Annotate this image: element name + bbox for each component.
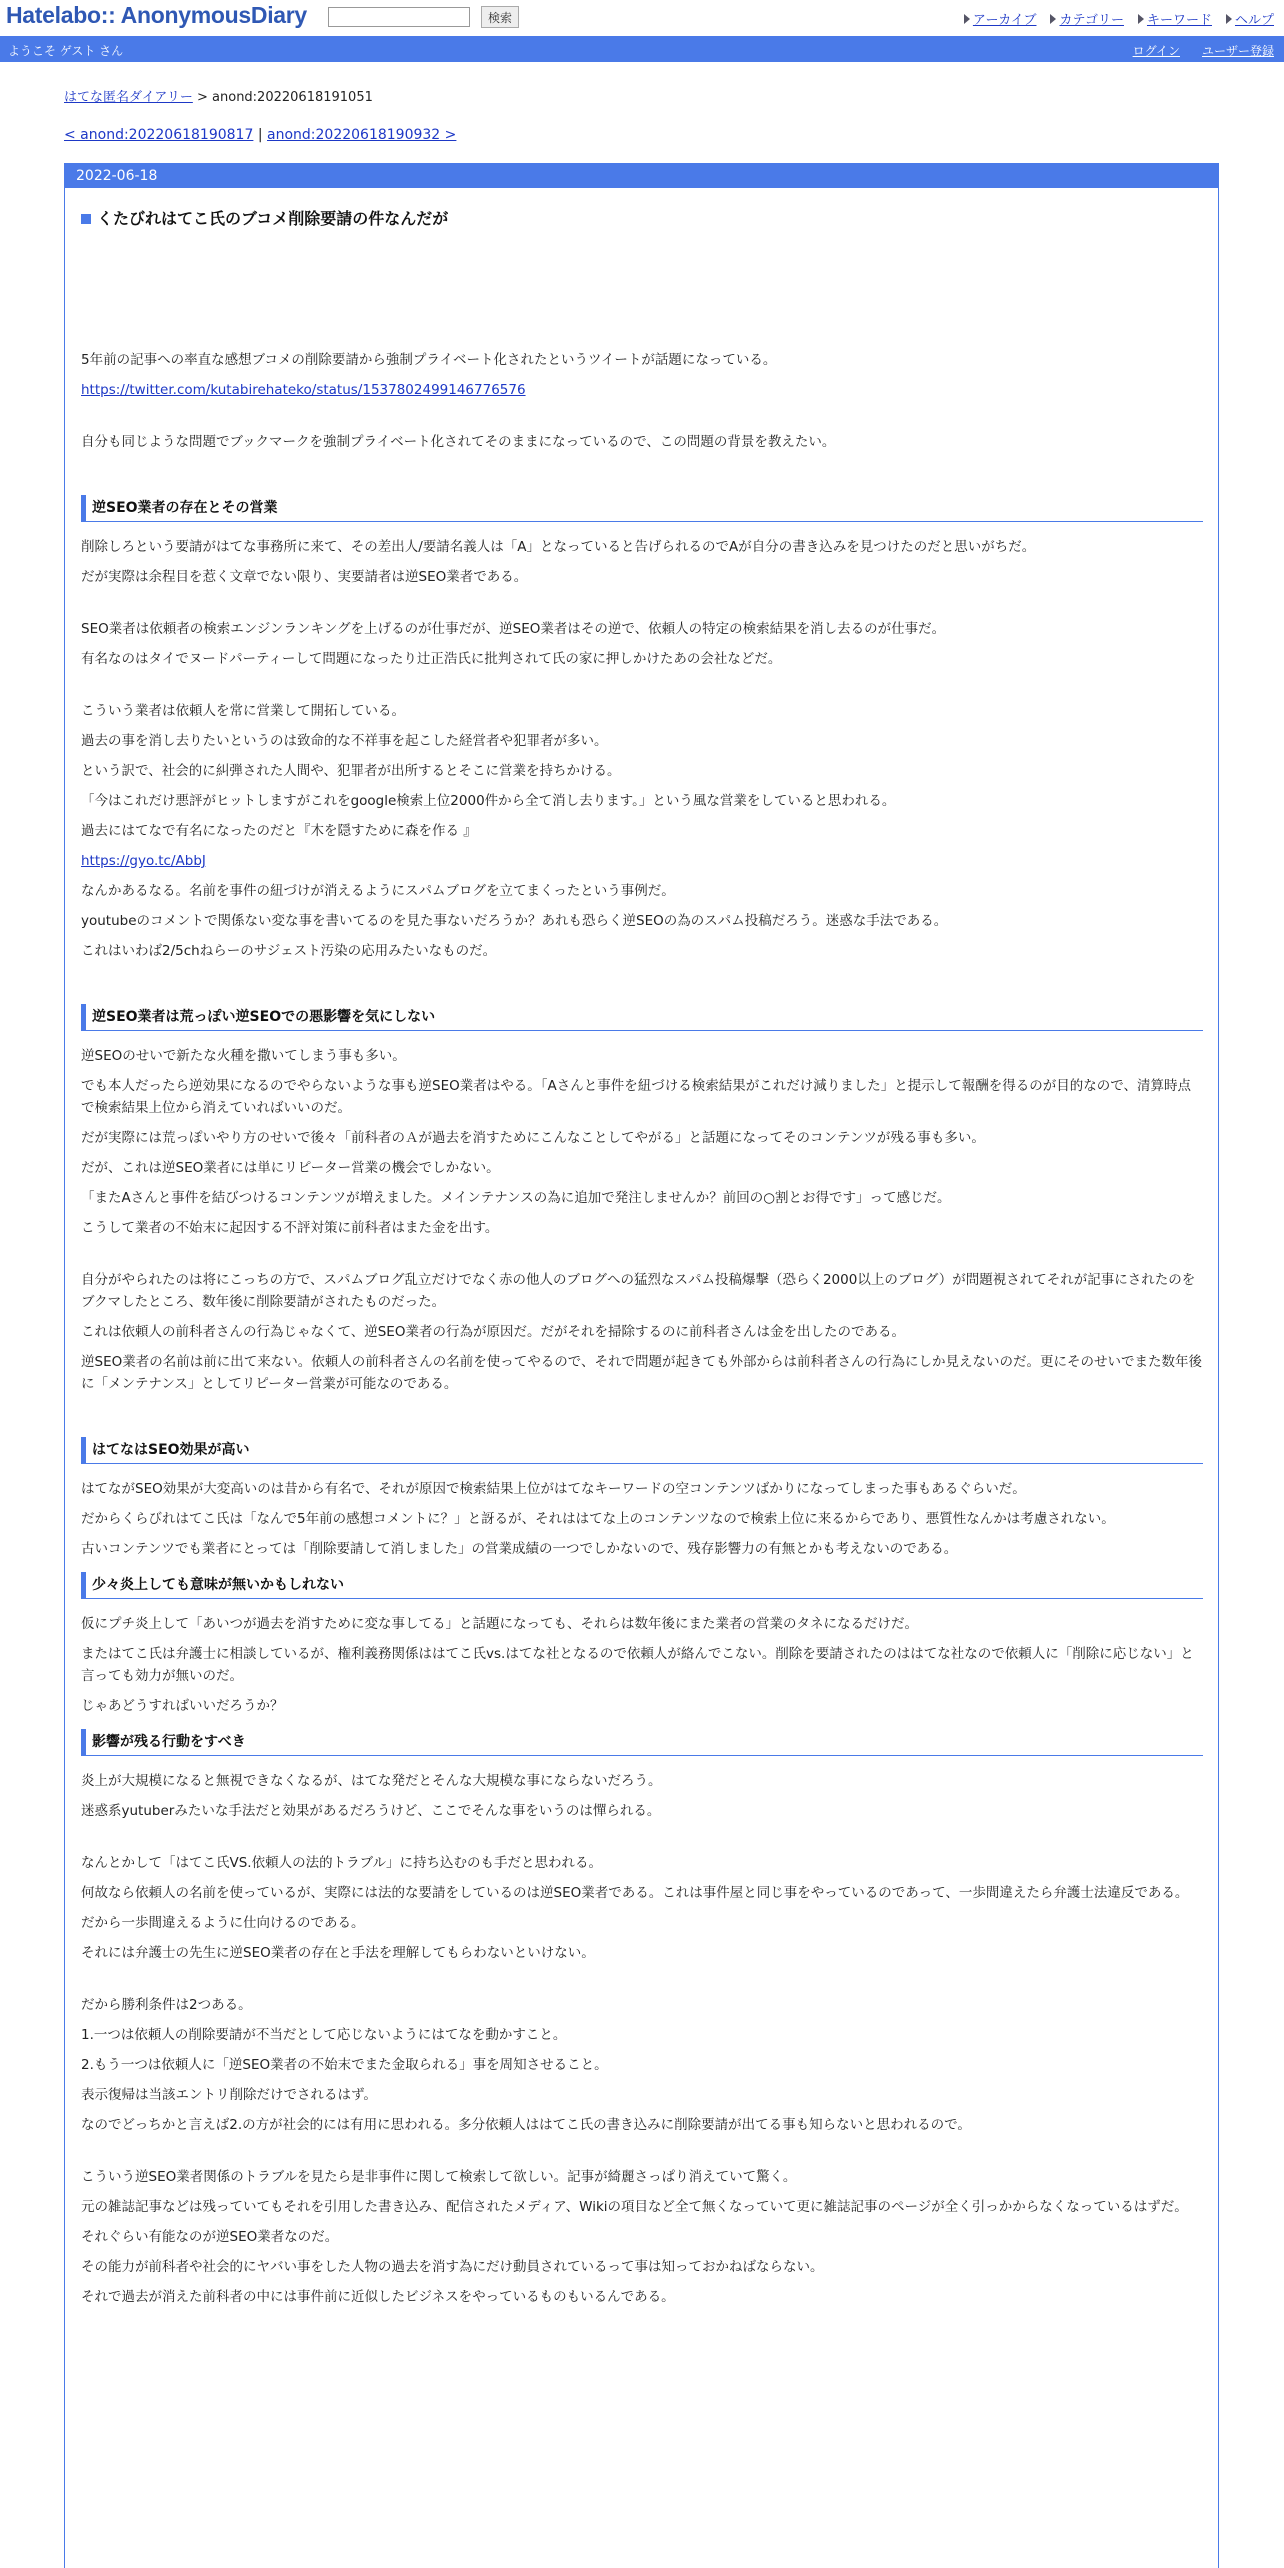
- paragraph: はてながSEO効果が大変高いのは昔から有名で、それが原因で検索結果上位がはてなキーワードの空コンテンツばかりになってしまった事もあるぐらいだ。: [81, 1481, 1026, 1497]
- paragraph: 迷惑系yutuberみたいな手法だと効果があるだろうけど、ここでそんな事をいうのは憚られる。: [81, 1803, 661, 1819]
- search-input[interactable]: [328, 7, 470, 27]
- paragraph: だが実際は余程目を惹く文章でない限り、実要請者は逆SEO業者である。: [81, 569, 528, 585]
- top-header: [0, 0, 1284, 36]
- twitter-link[interactable]: https://twitter.com/kutabirehateko/status/1537802499146776576: [81, 382, 526, 398]
- nav-link-archive[interactable]: アーカイブ: [972, 13, 1037, 28]
- paragraph: 1.一つは依頼人の削除要請が不当だとして応じないようにはてなを動かすこと。: [81, 2027, 567, 2043]
- chevron-right-icon: [1138, 14, 1144, 24]
- section-heading: 影響が残る行動をすべき: [81, 1729, 1203, 1756]
- paragraph: 過去の事を消し去りたいというのは致命的な不祥事を起こした経営者や犯罪者が多い。: [81, 733, 608, 749]
- chevron-right-icon: [964, 14, 970, 24]
- nav-item-keyword[interactable]: [1138, 9, 1212, 28]
- nav-item-archive[interactable]: [964, 9, 1037, 28]
- paragraph: なのでどっちかと言えば2.の方が社会的には有用に思われる。多分依頼人ははてこ氏の書き込みに削除要請が出てる事も知らないと思われるので。: [81, 2117, 971, 2133]
- user-bar: [0, 36, 1284, 62]
- paragraph: 削除しろという要請がはてな事務所に来て、その差出人/要請名義人は「A」となっていると告げられるのでAが自分の書き込みを見つけたのだと思いがちだ。: [81, 539, 1036, 555]
- paragraph: youtubeのコメントで関係ない変な事を書いてるのを見た事ないだろうか？あれも恐らく逆SEOの為のスパム投稿だろう。迷惑な手法である。: [81, 913, 948, 929]
- paragraph: 仮にプチ炎上して「あいつが過去を消すために変な事してる」と話題になっても、それらは数年後にまた業者の営業のタネになるだけだ。: [81, 1616, 918, 1632]
- pager-separator: |: [257, 127, 263, 143]
- section-heading: 逆SEO業者は荒っぽい逆SEOでの悪影響を気にしない: [81, 1004, 1203, 1031]
- paragraph: なんかあるなる。名前を事件の紐づけが消えるようにスパムブログを立てまくったという事例だ。: [81, 883, 675, 899]
- login-link[interactable]: ログイン: [1132, 44, 1180, 58]
- paragraph: 「またAさんと事件を結びつけるコンテンツが増えました。メインテナンスの為に追加で発注しませんか？前回の○割とお得です」って感じだ。: [81, 1190, 951, 1206]
- chevron-right-icon: [1050, 14, 1056, 24]
- next-entry-link[interactable]: anond:20220618190932 >: [267, 127, 457, 143]
- paragraph: 元の雑誌記事などは残っていてもそれを引用した書き込み、配信されたメディア、Wikiの項目など全て無くなっていて更に雑誌記事のページが全く引っかからなくなっているはずだ。: [81, 2199, 1188, 2215]
- paragraph: 逆SEOのせいで新たな火種を撒いてしまう事も多い。: [81, 1048, 406, 1064]
- paragraph: こうして業者の不始末に起因する不評対策に前科者はまた金を出す。: [81, 1220, 499, 1236]
- prev-entry-link[interactable]: < anond:20220618190817: [64, 127, 254, 143]
- paragraph: じゃあどうすればいいだろうか？: [81, 1698, 284, 1714]
- entry-body: [81, 349, 1203, 2316]
- paragraph: 自分がやられたのは将にこっちの方で、スパムブログ乱立だけでなく赤の他人のブログへの猛烈なスパム投稿爆撃（恐らく2000以上のブログ）が問題視されてそれが記事にされたのをブクマしたところ、数年後に削除要請がされたものだった。: [81, 1272, 1196, 1310]
- breadcrumb: [64, 86, 373, 105]
- paragraph: それで過去が消えた前科者の中には事件前に近似したビジネスをやっているものもいるんである。: [81, 2289, 675, 2305]
- chevron-right-icon: [1226, 14, 1232, 24]
- breadcrumb-separator: >: [196, 90, 208, 105]
- paragraph: 2.もう一つは依頼人に「逆SEO業者の不始末でまた金取られる」事を周知させること。: [81, 2057, 608, 2073]
- paragraph: 古いコンテンツでも業者にとっては「削除要請して消しました」の営業成績の一つでしかないので、残存影響力の有無とかも考えないのである。: [81, 1541, 958, 1557]
- paragraph: 逆SEO業者の名前は前に出て来ない。依頼人の前科者さんの名前を使ってやるので、それで問題が起きても外部からは前科者さんの行為にしか見えないのだ。更にそのせいでまた数年後に「メンテナンス」としてリピーター営業が可能なのである。: [81, 1354, 1202, 1392]
- paragraph: 有名なのはタイでヌードパーティーして問題になったり辻正浩氏に批判されて氏の家に押しかけたあの会社などだ。: [81, 651, 782, 667]
- paragraph: それぐらい有能なのが逆SEO業者なのだ。: [81, 2229, 339, 2245]
- paragraph: でも本人だったら逆効果になるのでやらないような事も逆SEO業者はやる。「Aさんと事件を紐づける検索結果がこれだけ減りました」と提示して報酬を得るのが目的なので、清算時点で検索結果上位から消えていればいいのだ。: [81, 1078, 1191, 1116]
- paragraph: こういう逆SEO業者関係のトラブルを見たら是非事件に関して検索して欲しい。記事が綺麗さっぱり消えていて驚く。: [81, 2169, 797, 2185]
- breadcrumb-root[interactable]: はてな匿名ダイアリー: [64, 90, 193, 105]
- paragraph: 過去にはてなで有名になったのだと『木を隠すために森を作る 』: [81, 823, 477, 839]
- section-heading: 逆SEO業者の存在とその営業: [81, 495, 1203, 522]
- paragraph: 自分も同じような問題でブックマークを強制プライベート化されてそのままになっているので、この問題の背景を教えたい。: [81, 434, 836, 450]
- register-link[interactable]: ユーザー登録: [1201, 44, 1274, 58]
- paragraph: こういう業者は依頼人を常に営業して開拓している。: [81, 703, 405, 719]
- paragraph: これは依頼人の前科者さんの行為じゃなくて、逆SEO業者の行為が原因だ。だがそれを掃除するのに前科者さんは金を出したのである。: [81, 1324, 905, 1340]
- paragraph: 表示復帰は当該エントリ削除だけでされるはず。: [81, 2087, 377, 2103]
- nav-item-category[interactable]: [1050, 9, 1123, 28]
- user-links: [1133, 42, 1274, 59]
- nav-link-help[interactable]: ヘルプ: [1234, 13, 1274, 28]
- paragraph: またはてこ氏は弁護士に相談しているが、権利義務関係ははてこ氏vs.はてな社となるので依頼人が絡んでこない。削除を要請されたのははてな社なので依頼人に「削除に応じない」と言っても効力が無いのだ。: [81, 1646, 1194, 1684]
- paragraph: その能力が前科者や社会的にヤバい事をした人物の過去を消す為にだけ動員されているって事は知っておかねばならない。: [81, 2259, 824, 2275]
- paragraph: 炎上が大規模になると無視できなくなるが、はてな発だとそんな大規模な事にならないだろう。: [81, 1773, 662, 1789]
- entry-title: [81, 206, 448, 229]
- day-section: [64, 163, 1219, 2568]
- day-date: 2022-06-18: [65, 164, 1218, 188]
- paragraph: それには弁護士の先生に逆SEO業者の存在と手法を理解してもらわないといけない。: [81, 1945, 595, 1961]
- square-bullet-icon[interactable]: [81, 214, 91, 224]
- nav-link-category[interactable]: カテゴリー: [1059, 13, 1124, 28]
- paragraph: という訳で、社会的に糾弾された人間や、犯罪者が出所するとそこに営業を持ちかける。: [81, 763, 621, 779]
- paragraph: SEO業者は依頼者の検索エンジンランキングを上げるのが仕事だが、逆SEO業者はその逆で、依頼人の特定の検索結果を消し去るのが仕事だ。: [81, 621, 946, 637]
- search-button[interactable]: 検索: [481, 6, 519, 28]
- gyotaku-link[interactable]: https://gyo.tc/AbbJ: [81, 853, 206, 869]
- entry-pager: [64, 127, 456, 143]
- paragraph: 「今はこれだけ悪評がヒットしますがこれをgoogle検索上位2000件から全て消し去ります。」という風な営業をしていると思われる。: [81, 793, 896, 809]
- nav-link-keyword[interactable]: キーワード: [1146, 13, 1212, 28]
- paragraph: なんとかして「はてこ氏VS.依頼人の法的トラブル」に持ち込むのも手だと思われる。: [81, 1855, 603, 1871]
- top-nav: [964, 9, 1274, 28]
- paragraph: だから一歩間違えるように仕向けるのである。: [81, 1915, 365, 1931]
- nav-item-help[interactable]: [1226, 9, 1274, 28]
- paragraph: だからくらびれはてこ氏は「なんで5年前の感想コメントに？」と訝るが、それははてな上のコンテンツなので検索上位に来るからであり、悪質性なんかは考慮されない。: [81, 1511, 1115, 1527]
- paragraph: 5年前の記事への率直な感想ブコメの削除要請から強制プライベート化されたというツイートが話題になっている。: [81, 352, 777, 368]
- paragraph: だが、これは逆SEO業者には単にリピーター営業の機会でしかない。: [81, 1160, 500, 1176]
- section-heading: 少々炎上しても意味が無いかもしれない: [81, 1572, 1203, 1599]
- paragraph: だが実際には荒っぽいやり方のせいで後々「前科者のＡが過去を消すためにこんなことしてやがる」と話題になってそのコンテンツが残る事も多い。: [81, 1130, 985, 1146]
- paragraph: 何故なら依頼人の名前を使っているが、実際には法的な要請をしているのは逆SEO業者である。これは事件屋と同じ事をやっているのであって、一歩間違えたら弁護士法違反である。: [81, 1885, 1189, 1901]
- welcome-text: ようこそ ゲスト さん: [8, 44, 124, 58]
- paragraph: これはいわば2/5chねらーのサジェスト汚染の応用みたいなものだ。: [81, 943, 497, 959]
- breadcrumb-current: anond:20220618191051: [212, 90, 373, 105]
- entry-title-text: くたびれはてこ氏のブコメ削除要請の件なんだが: [97, 209, 449, 228]
- paragraph: だから勝利条件は2つある。: [81, 1997, 252, 2013]
- section-heading: はてなはSEO効果が高い: [81, 1437, 1203, 1464]
- site-logo[interactable]: Hatelabo:: AnonymousDiary: [6, 2, 307, 28]
